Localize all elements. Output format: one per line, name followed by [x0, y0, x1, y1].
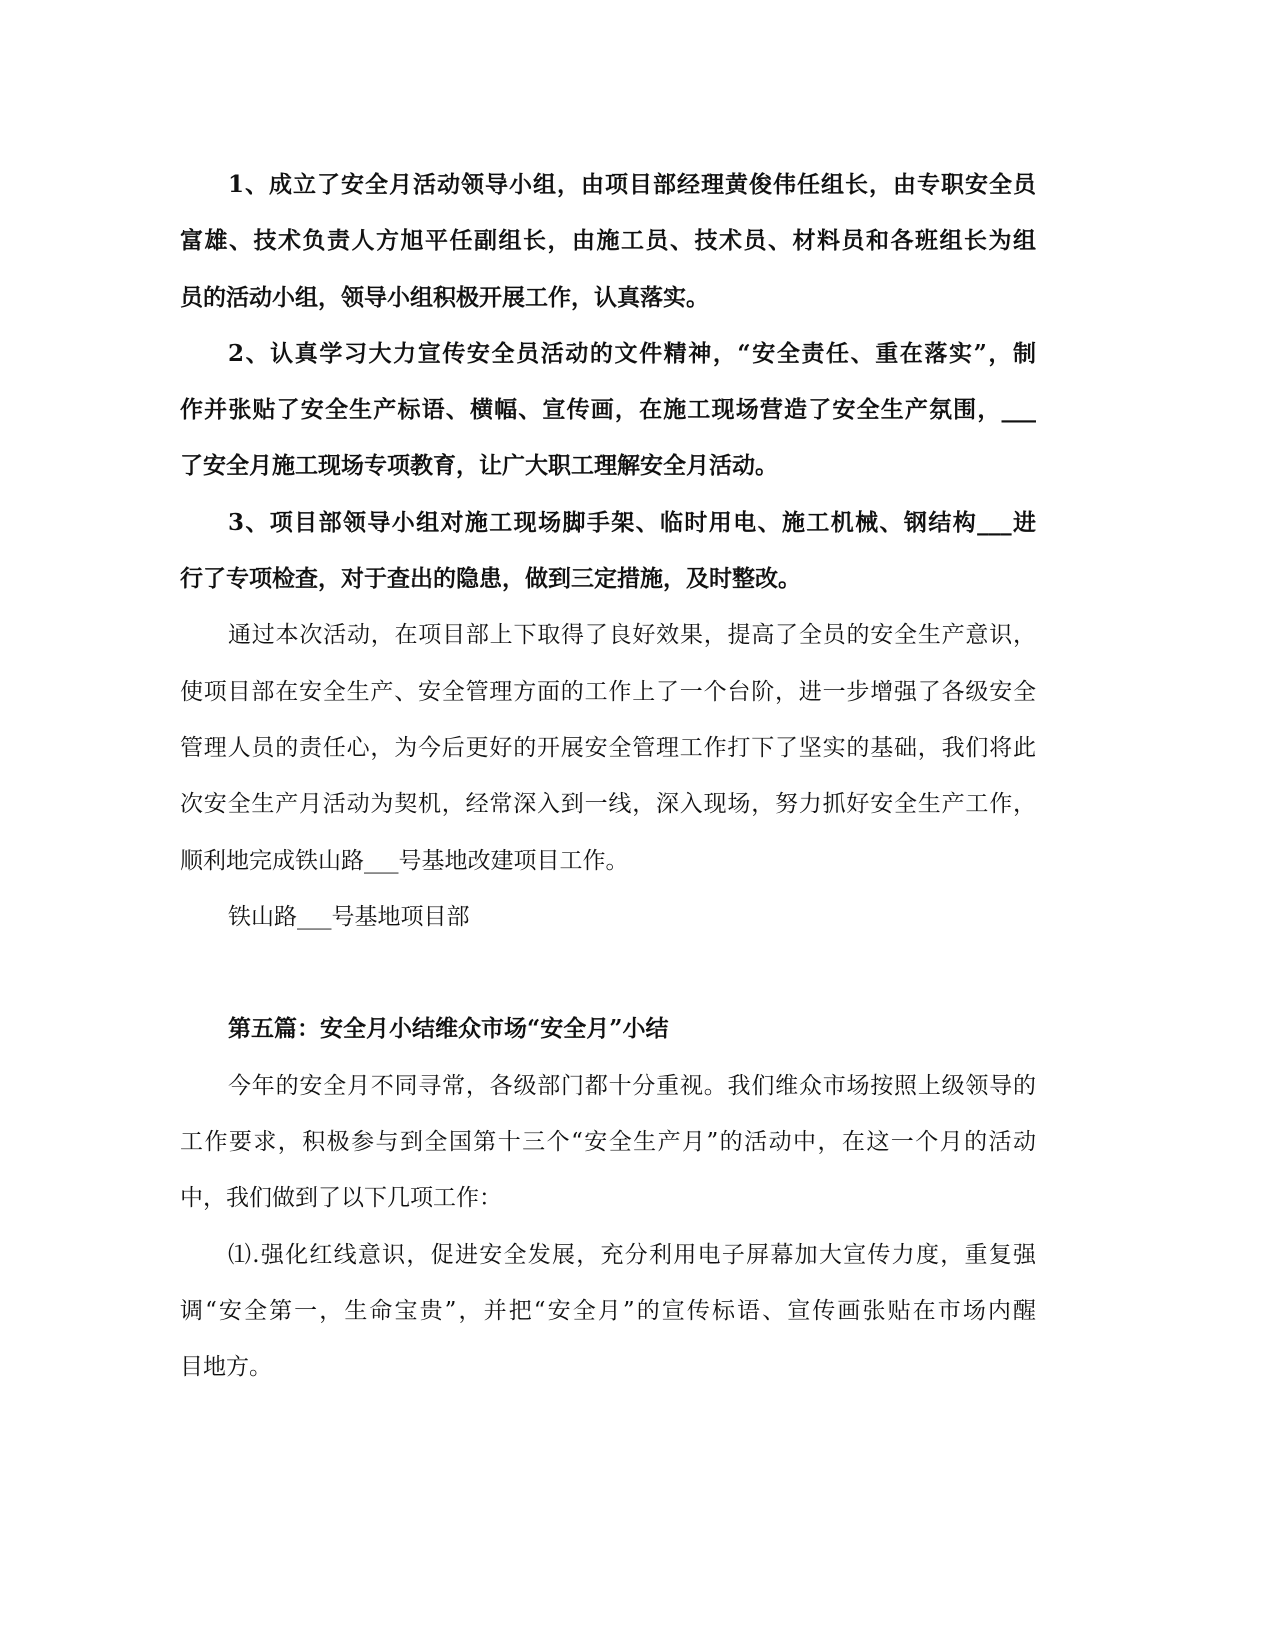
text-line: 了安全月施工现场专项教育，让广大职工理解安全月活动。 [180, 452, 778, 480]
spacer [180, 945, 1036, 1001]
paragraph [180, 326, 1036, 495]
text-line: 作并张贴了安全生产标语、横幅、宣传画，在施工现场营造了安全生产氛围，___ [180, 396, 1036, 424]
paragraph [180, 1058, 1036, 1227]
paragraph [180, 889, 1036, 945]
text-line: 顺利地完成铁山路___号基地改建项目工作。 [180, 847, 629, 874]
text-line: 2、认真学习大力宣传安全员活动的文件精神，“安全责任、重在落实”，制 [228, 339, 1036, 367]
text-line: 使项目部在安全生产、安全管理方面的工作上了一个台阶，进一步增强了各级安全 [180, 678, 1036, 705]
text-line: 行了专项检查，对于查出的隐患，做到三定措施，及时整改。 [180, 565, 801, 593]
document-page [180, 157, 1036, 1396]
text-line: 通过本次活动，在项目部上下取得了良好效果，提高了全员的安全生产意识， [228, 622, 1036, 649]
paragraph [180, 607, 1036, 888]
text-line: 次安全生产月活动为契机，经常深入到一线，深入现场，努力抓好安全生产工作， [180, 791, 1036, 818]
text-line: ⑴.强化红线意识，促进安全发展，充分利用电子屏幕加大宣传力度，重复强 [228, 1241, 1036, 1268]
text-line: 目地方。 [180, 1354, 272, 1381]
paragraph [180, 157, 1036, 326]
paragraph [180, 495, 1036, 608]
paragraph [180, 1227, 1036, 1396]
text-line: 工作要求，积极参与到全国第十三个“安全生产月”的活动中，在这一个月的活动 [180, 1129, 1036, 1156]
text-line: 调“安全第一，生命宝贵”，并把“安全月”的宣传标语、宣传画张贴在市场内醒 [180, 1297, 1036, 1324]
text-line: 员的活动小组，领导小组积极开展工作，认真落实。 [180, 283, 709, 311]
text-line: 中，我们做到了以下几项工作： [180, 1185, 502, 1212]
text-line: 今年的安全月不同寻常，各级部门都十分重视。我们维众市场按照上级领导的 [228, 1072, 1036, 1099]
text-line: 管理人员的责任心，为今后更好的开展安全管理工作打下了坚实的基础，我们将此 [180, 734, 1036, 761]
text-line: 铁山路___号基地项目部 [228, 903, 470, 930]
text-line: 3、项目部领导小组对施工现场脚手架、临时用电、施工机械、钢结构___进 [228, 508, 1036, 536]
text-line: 1、成立了安全月活动领导小组，由项目部经理黄俊伟任组长，由专职安全员 [228, 171, 1036, 198]
section-title: 第五篇：安全月小结维众市场“安全月”小结 [228, 1015, 669, 1043]
text-line: 富雄、技术负责人方旭平任副组长，由施工员、技术员、材料员和各班组长为组 [180, 227, 1036, 255]
